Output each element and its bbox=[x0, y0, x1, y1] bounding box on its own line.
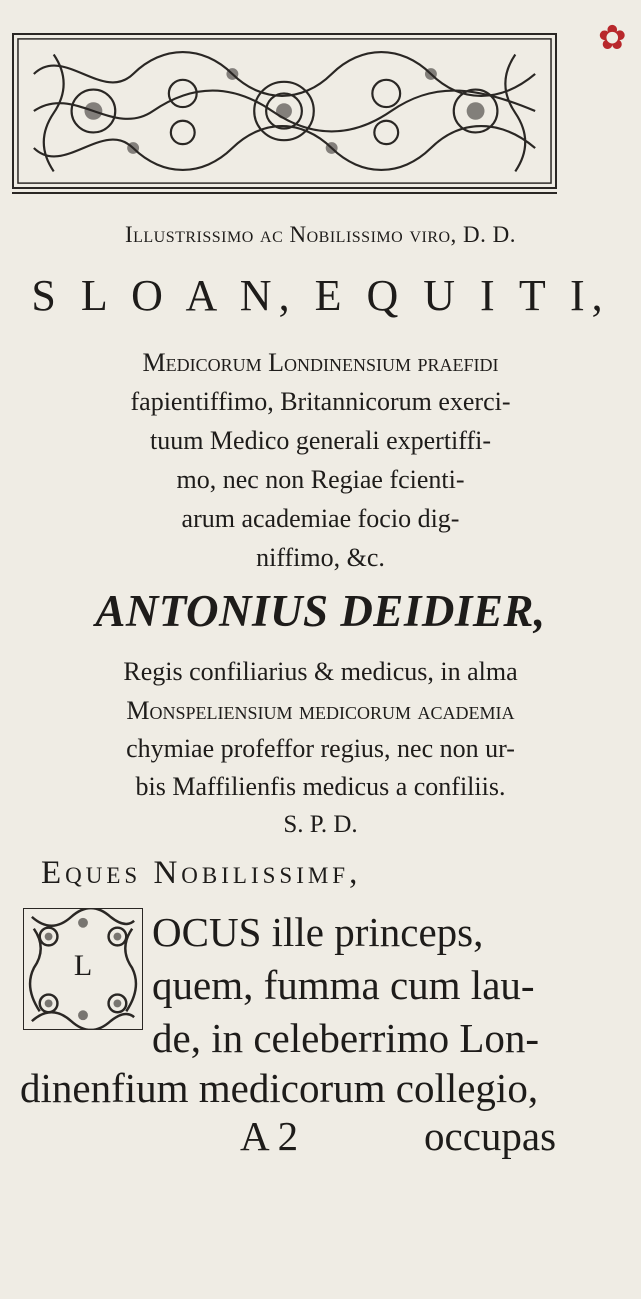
greeting-abbrev: S. P. D. bbox=[283, 811, 358, 838]
author-title-line: chymiae profeffor regius, nec non ur- bbox=[126, 734, 515, 763]
author-name: ANTONIUS DEIDIER, bbox=[95, 586, 546, 636]
dedication-text-line: mo, nec non Regiae fcienti- bbox=[176, 465, 465, 494]
body-text-line: quem, fumma cum lau- bbox=[152, 962, 535, 1008]
body-text-line: OCUS ille princeps, bbox=[152, 909, 484, 955]
dedicatee-name: S L O A N, E Q U I T I, bbox=[31, 271, 610, 320]
dedication-heading: Illustrissimo ac Nobilissimo viro, D. D. bbox=[124, 222, 517, 247]
dedication-text-line: Medicorum Londinensium praefidi bbox=[142, 348, 499, 377]
dedication-text-line: tuum Medico generali expertiffi- bbox=[149, 426, 491, 455]
ornamental-headpiece bbox=[12, 33, 557, 189]
initial-letter: L bbox=[73, 949, 93, 982]
body-text-line: de, in celeberrimo Lon- bbox=[152, 1015, 540, 1061]
decorated-initial bbox=[23, 908, 143, 1030]
dedication-text-line: arum academiae focio dig- bbox=[181, 504, 460, 533]
author-title-line: bis Maffilienfis medicus a confiliis. bbox=[135, 772, 506, 801]
signature-mark: A 2 bbox=[240, 1113, 299, 1159]
headpiece-ornament-icon bbox=[14, 35, 555, 187]
body-text-line: dinenfium medicorum collegio, bbox=[20, 1065, 539, 1111]
dedication-text-line: fapientiffimo, Britannicorum exerci- bbox=[130, 387, 511, 416]
author-title-line: Regis confiliarius & medicus, in alma bbox=[123, 657, 518, 686]
headpiece-rule bbox=[12, 192, 557, 194]
salutation: Eques Nobilissimf, bbox=[41, 855, 362, 891]
catchword: occupas bbox=[424, 1113, 557, 1159]
red-ink-mark-icon: ✿ bbox=[598, 20, 627, 57]
dedication-text-line: niffimo, &c. bbox=[256, 543, 385, 572]
author-title-line: Monspeliensium medicorum academia bbox=[126, 696, 515, 725]
